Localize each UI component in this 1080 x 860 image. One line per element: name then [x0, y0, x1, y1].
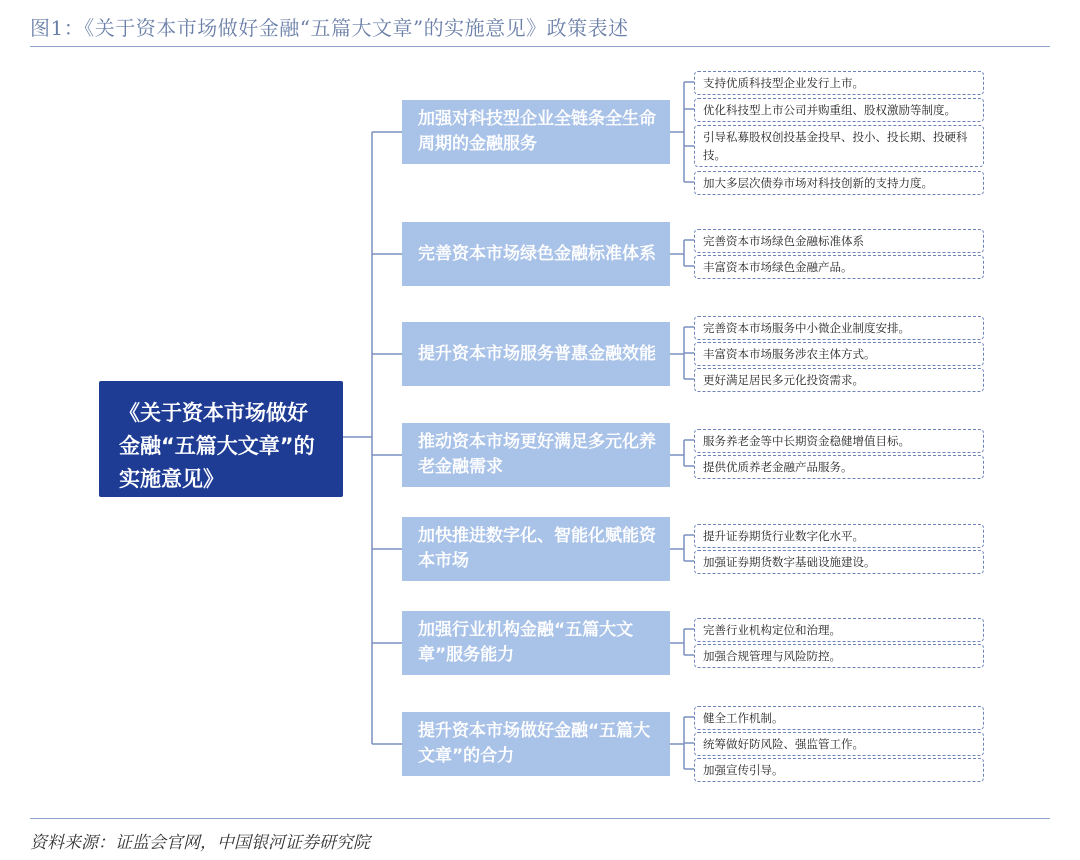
leaf-node: 加强合规管理与风险防控。 [694, 644, 984, 668]
leaf-node: 完善行业机构定位和治理。 [694, 618, 984, 642]
source-note: 资料来源：证监会官网，中国银河证券研究院 [30, 833, 370, 853]
leaf-node: 统筹做好防风险、强监管工作。 [694, 732, 984, 756]
leaf-node: 引导私募股权创投基金投早、投小、投长期、投硬科技。 [694, 125, 984, 167]
figure-title: 图1：《关于资本市场做好金融“五篇大文章”的实施意见》政策表述 [30, 16, 629, 40]
leaf-node: 加强证券期货数字基础设施建设。 [694, 550, 984, 574]
root-node: 《关于资本市场做好金融“五篇大文章”的实施意见》 [99, 381, 343, 497]
branch-node: 推动资本市场更好满足多元化养老金融需求 [402, 423, 670, 487]
branch-node: 加快推进数字化、智能化赋能资本市场 [402, 517, 670, 581]
leaf-node: 更好满足居民多元化投资需求。 [694, 368, 984, 392]
branch-node: 加强行业机构金融“五篇大文章”服务能力 [402, 611, 670, 675]
leaf-node: 健全工作机制。 [694, 706, 984, 730]
leaf-node: 完善资本市场服务中小微企业制度安排。 [694, 316, 984, 340]
leaf-node: 丰富资本市场服务涉农主体方式。 [694, 342, 984, 366]
leaf-node: 完善资本市场绿色金融标准体系 [694, 229, 984, 253]
leaf-node: 加强宣传引导。 [694, 758, 984, 782]
branch-node: 加强对科技型企业全链条全生命周期的金融服务 [402, 100, 670, 164]
branch-node: 完善资本市场绿色金融标准体系 [402, 222, 670, 286]
leaf-node: 丰富资本市场绿色金融产品。 [694, 255, 984, 279]
leaf-node: 提升证券期货行业数字化水平。 [694, 524, 984, 548]
leaf-node: 服务养老金等中长期资金稳健增值目标。 [694, 429, 984, 453]
branch-node: 提升资本市场服务普惠金融效能 [402, 322, 670, 386]
bottom-rule [30, 818, 1050, 819]
leaf-node: 支持优质科技型企业发行上市。 [694, 71, 984, 95]
leaf-node: 加大多层次债券市场对科技创新的支持力度。 [694, 171, 984, 195]
leaf-node: 提供优质养老金融产品服务。 [694, 455, 984, 479]
branch-node: 提升资本市场做好金融“五篇大文章”的合力 [402, 712, 670, 776]
leaf-node: 优化科技型上市公司并购重组、股权激励等制度。 [694, 98, 984, 122]
